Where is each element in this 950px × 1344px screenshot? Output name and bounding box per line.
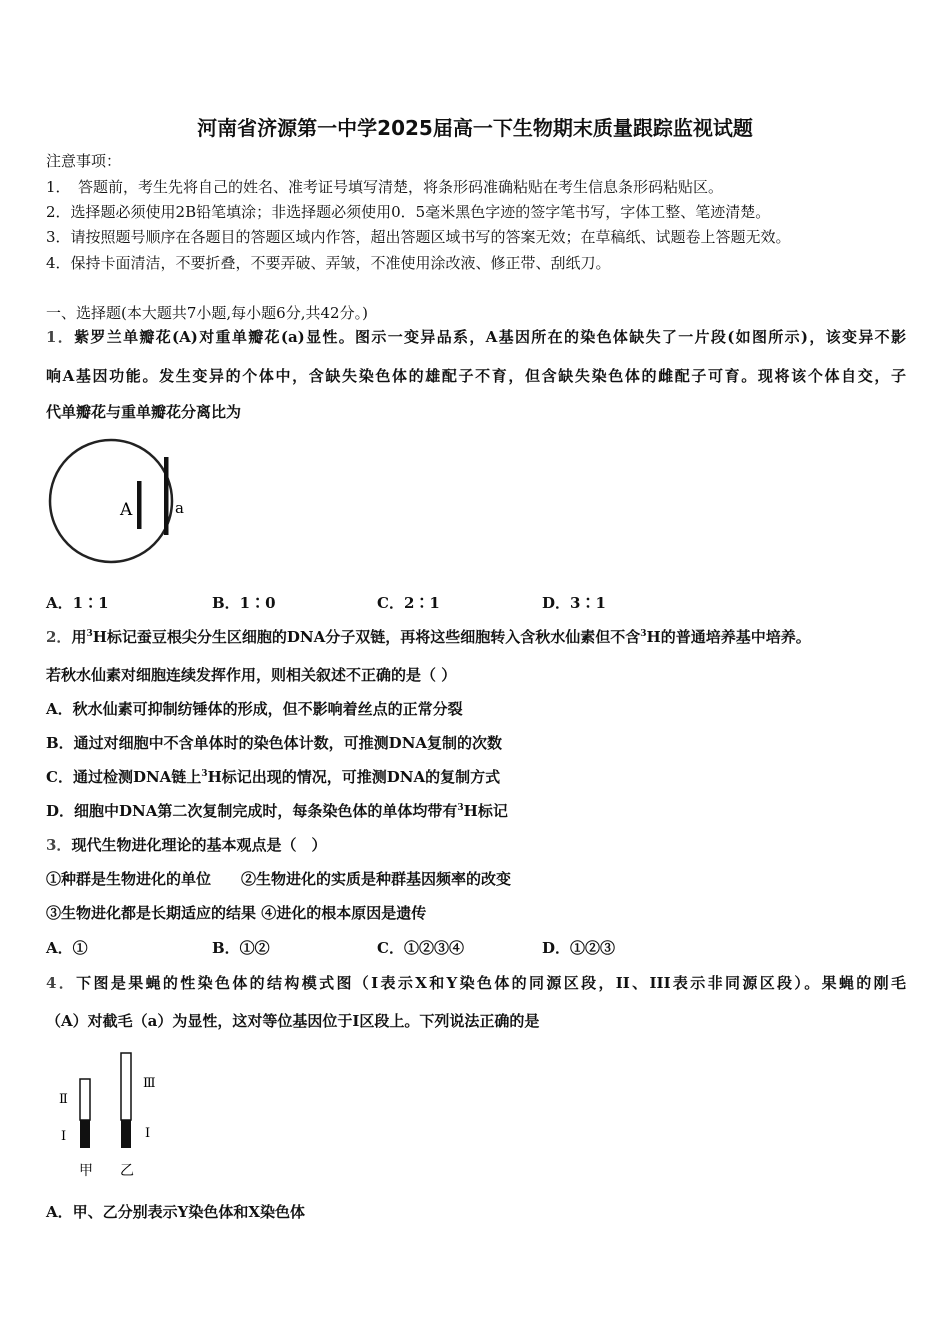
q3-statement-1: ①种群是生物进化的单位 ②生物进化的实质是种群基因频率的改变 — [46, 870, 512, 888]
q2-option-a[interactable]: A．秋水仙素可抑制纺锤体的形成，但不影响着丝点的正常分裂 — [46, 700, 463, 718]
notice-item-3: 3．请按照题号顺序在各题目的答题区域内作答，超出答题区域书写的答案无效；在草稿纸、试题卷上答题无效。 — [46, 228, 791, 246]
label-I-left: I — [61, 1129, 67, 1144]
label-I-right: I — [145, 1126, 151, 1141]
q2-line-1: 2．用$^3$H标记蚕豆根尖分生区细胞的DNA分子双链，再将这些细胞转入含秋水仙素但不含$^3$H的普通培养基中培养。 — [46, 628, 811, 646]
page-title: 河南省济源第一中学2025届高一下生物期末质量跟踪监视试题 — [197, 116, 753, 140]
q3-option-b[interactable]: B．①② — [212, 939, 270, 957]
q3-number: 3． — [46, 836, 72, 854]
q4-line-1: 4．下图是果蝇的性染色体的结构模式图（I表示X和Y染色体的同源区段，II、III表示非同源区段）。果蝇的刚毛 — [46, 974, 907, 992]
q4-option-a[interactable]: A．甲、乙分别表示Y染色体和X染色体 — [46, 1203, 305, 1221]
jia-homologous-segment — [80, 1120, 90, 1148]
q2-option-b[interactable]: B．通过对细胞中不含单体时的染色体计数，可推测DNA复制的次数 — [46, 734, 503, 752]
q2-option-d[interactable]: D．细胞中DNA第二次复制完成时，每条染色体的单体均带有$^3$H标记 — [46, 802, 508, 820]
cell-circle — [50, 440, 172, 562]
q1-option-a[interactable]: A．1∶1 — [46, 594, 109, 612]
gene-label-A: A — [120, 500, 133, 520]
label-II: Ⅱ — [59, 1092, 68, 1107]
q3-option-d[interactable]: D．①②③ — [542, 939, 616, 957]
q1-number: 1． — [46, 328, 75, 346]
gene-label-a: a — [175, 499, 184, 517]
section-heading: 一、选择题(本大题共7小题,每小题6分,共42分。) — [46, 304, 368, 322]
q4-line-2: （A）对截毛（a）为显性，这对等位基因位于I区段上。下列说法正确的是 — [46, 1012, 540, 1030]
q3-option-c[interactable]: C．①②③④ — [377, 939, 464, 957]
deleted-chromosome — [137, 481, 142, 529]
jia-nonhomologous-segment — [80, 1079, 90, 1120]
notice-heading: 注意事项： — [46, 152, 122, 170]
q1-line-2: 响A基因功能。发生变异的个体中，含缺失染色体的雄配子不育，但含缺失染色体的雌配子可育。现将该个体自交，子 — [46, 367, 906, 385]
q4-number: 4． — [46, 974, 77, 992]
label-jia: 甲 — [79, 1163, 93, 1179]
q1-option-b[interactable]: B．1∶0 — [212, 594, 276, 612]
q1-option-c[interactable]: C．2∶1 — [377, 594, 440, 612]
yi-homologous-segment — [121, 1120, 131, 1148]
q3-option-a[interactable]: A．① — [46, 939, 88, 957]
chromosome-figure — [44, 438, 184, 564]
q2-number: 2． — [46, 628, 72, 646]
label-yi: 乙 — [120, 1163, 134, 1179]
q1-line-1: 1．紫罗兰单瓣花(A)对重单瓣花(a)显性。图示一变异品系，A基因所在的染色体缺失了一片段(如图所示)，该变异不影 — [46, 328, 906, 346]
q1-line-3: 代单瓣花与重单瓣花分离比为 — [46, 403, 242, 421]
notice-item-4: 4．保持卡面清洁，不要折叠，不要弄破、弄皱，不准使用涂改液、修正带、刮纸刀。 — [46, 254, 611, 272]
notice-item-2: 2．选择题必须使用2B铅笔填涂；非选择题必须使用0．5毫米黑色字迹的签字笔书写，字体工整、笔迹清楚。 — [46, 203, 771, 221]
sex-chromosome-figure — [50, 1046, 160, 1186]
q3-stem: 3．现代生物进化理论的基本观点是（ ） — [46, 836, 327, 854]
q2-line-2: 若秋水仙素对细胞连续发挥作用，则相关叙述不正确的是（ ） — [46, 666, 457, 684]
normal-chromosome — [164, 457, 169, 535]
q1-option-d[interactable]: D．3∶1 — [542, 594, 606, 612]
yi-nonhomologous-segment — [121, 1053, 131, 1120]
label-III: Ⅲ — [143, 1076, 156, 1091]
q3-statement-2: ③生物进化都是长期适应的结果 ④进化的根本原因是遗传 — [46, 904, 427, 922]
q2-option-c[interactable]: C．通过检测DNA链上$^3$H标记出现的情况，可推测DNA的复制方式 — [46, 768, 501, 786]
notice-item-1: 1． 答题前，考生先将自己的姓名、准考证号填写清楚，将条形码准确粘贴在考生信息条形码粘贴区。 — [46, 178, 724, 196]
